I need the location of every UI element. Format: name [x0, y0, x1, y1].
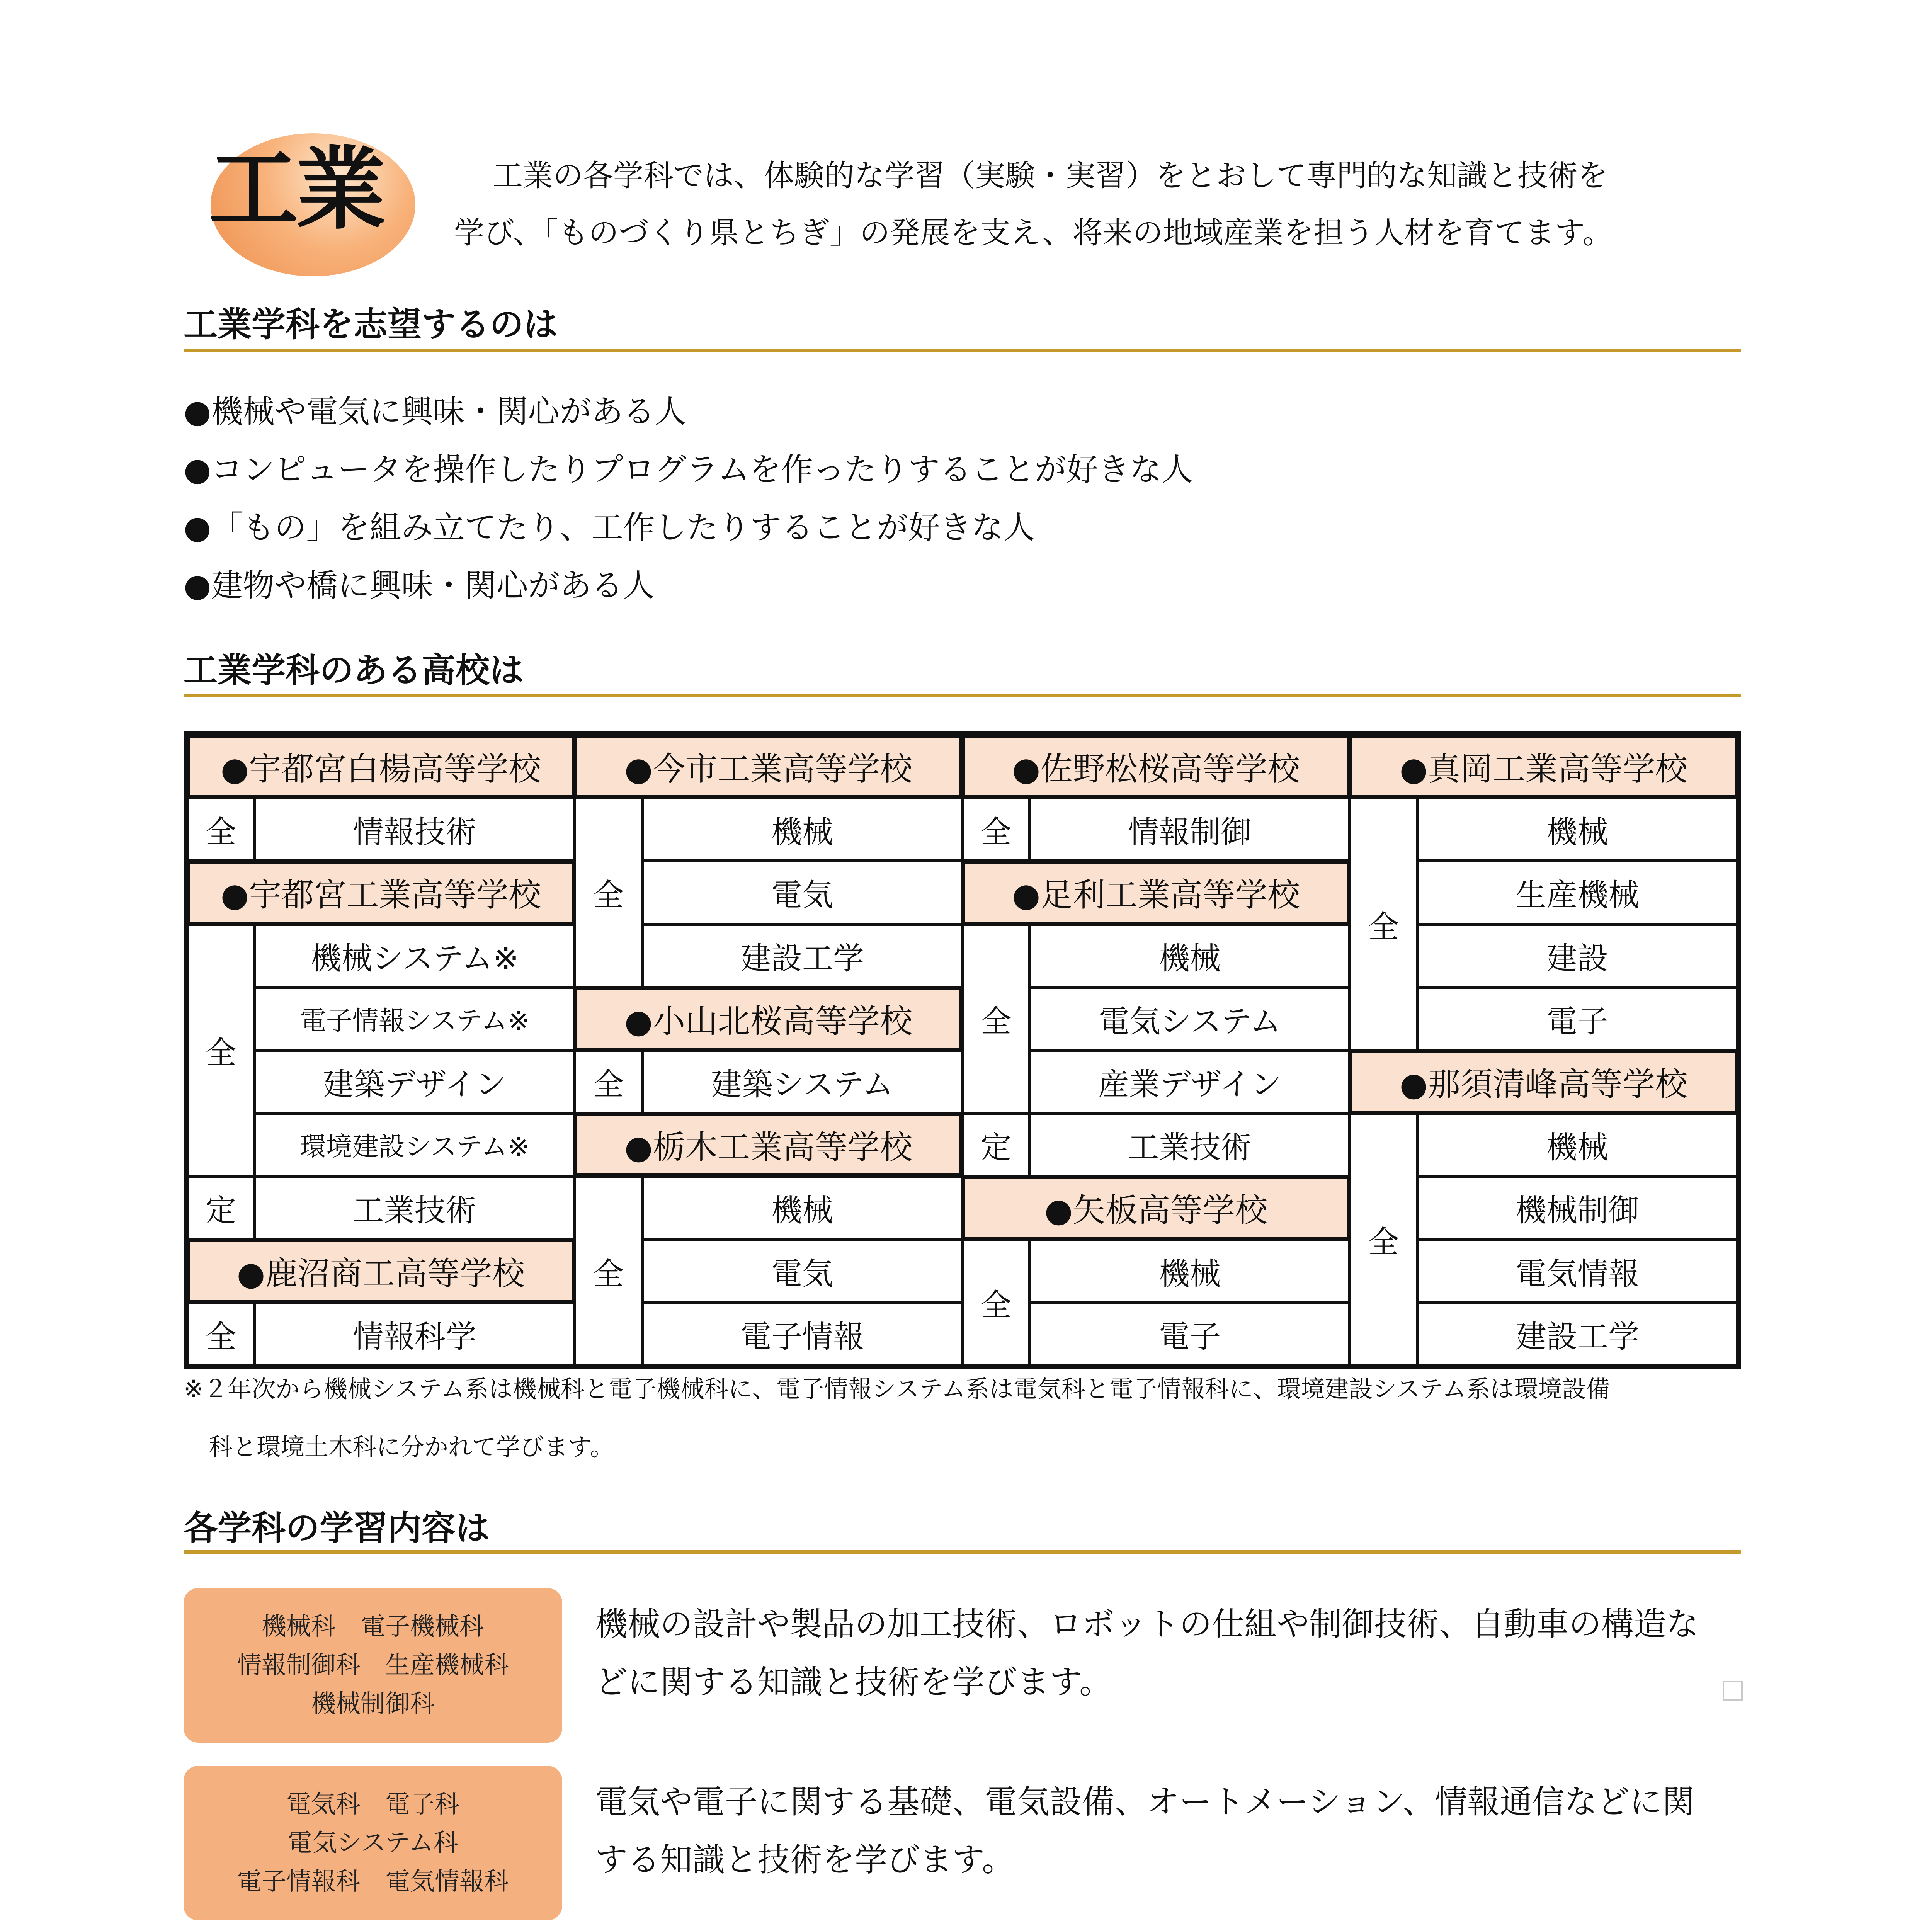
department-cell: 環境建設システム※	[255, 1113, 575, 1176]
department-cell: 電子	[1417, 987, 1737, 1050]
course-type-mark: 全	[575, 1050, 642, 1113]
aspire-item: ●建物や橋に興味・関心がある人	[184, 567, 655, 604]
department-cell: 機械	[1030, 924, 1350, 987]
course-type-mark: 全	[575, 1176, 642, 1366]
aspire-rule	[184, 349, 1741, 352]
department-cell: 建設工学	[642, 924, 962, 987]
department-cell: 建築デザイン	[255, 1050, 575, 1113]
school-name: ●宇都宮白楊高等学校	[187, 735, 575, 798]
school-name: ●宇都宮工業高等学校	[187, 861, 575, 924]
school-name: ●真岡工業高等学校	[1350, 735, 1737, 798]
aspire-title: 工業学科を志望するのは	[184, 304, 558, 344]
course-type-mark: 全	[1350, 1113, 1417, 1366]
intro-line-2: 学び、「ものづくり県とちぎ」の発展を支え、将来の地域産業を担う人材を育てます。	[454, 216, 1613, 250]
department-cell: 電気情報	[1417, 1240, 1737, 1303]
department-cell: 産業デザイン	[1030, 1050, 1350, 1113]
intro-line-1: 工業の各学科では、体験的な学習（実験・実習）をとおして専門的な知識と技術を	[493, 158, 1608, 193]
table-footnote-2: 科と環境土木科に分かれて学びます。	[209, 1433, 614, 1461]
schools-rule	[184, 694, 1741, 697]
department-cell: 情報科学	[255, 1303, 575, 1366]
department-name-box	[184, 1766, 562, 1920]
aspire-item: ●「もの」を組み立てたり、工作したりすることが好きな人	[184, 509, 1035, 546]
department-description-line: どに関する知識と技術を学びます。	[595, 1663, 1112, 1701]
school-name: ●足利工業高等学校	[962, 861, 1350, 924]
department-name-box	[184, 1588, 562, 1743]
department-name-line: 機械制御科	[311, 1690, 435, 1718]
department-cell: 機械	[1030, 1240, 1350, 1303]
departments-title: 各学科の学習内容は	[184, 1508, 490, 1548]
department-cell: 電子	[1030, 1303, 1350, 1366]
department-cell: 情報技術	[255, 798, 575, 861]
department-cell: 工業技術	[1030, 1113, 1350, 1176]
department-cell: 電気	[642, 861, 962, 924]
course-type-mark: 全	[1350, 798, 1417, 1050]
department-cell: 機械	[1417, 1113, 1737, 1176]
department-name-line: 電気システム科	[287, 1829, 458, 1857]
course-type-mark: 全	[187, 1303, 255, 1366]
school-name: ●那須清峰高等学校	[1350, 1050, 1737, 1113]
department-name-line: 情報制御科 生産機械科	[237, 1651, 509, 1680]
department-name-line: 電子情報科 電気情報科	[237, 1867, 509, 1896]
department-cell: 建設	[1417, 924, 1737, 987]
course-type-mark: 全	[962, 924, 1030, 1114]
schools-table	[184, 731, 1741, 1369]
school-name: ●矢板高等学校	[962, 1176, 1350, 1239]
department-name-line: 機械科 電子機械科	[262, 1612, 484, 1641]
school-name: ●佐野松桜高等学校	[962, 735, 1350, 798]
course-type-mark: 定	[962, 1113, 1030, 1176]
course-type-mark: 全	[187, 924, 255, 1177]
department-cell: 電子情報システム※	[255, 987, 575, 1050]
department-description-line: 機械の設計や製品の加工技術、ロボットの仕組や制御技術、自動車の構造な	[595, 1605, 1699, 1643]
aspire-item: ●機械や電気に興味・関心がある人	[184, 393, 687, 430]
department-description-line: 電気や電子に関する基礎、電気設備、オートメーション、情報通信などに関	[595, 1783, 1695, 1821]
department-cell: 電気	[642, 1240, 962, 1303]
department-cell: 機械システム※	[255, 924, 575, 987]
schools-title: 工業学科のある高校は	[184, 650, 524, 690]
department-cell: 建築システム	[642, 1050, 962, 1113]
school-name: ●栃木工業高等学校	[575, 1113, 962, 1176]
department-cell: 電子情報	[642, 1303, 962, 1366]
department-cell: 電気システム	[1030, 987, 1350, 1050]
department-cell: 機械	[1417, 798, 1737, 861]
table-footnote-1: ※２年次から機械システム系は機械科と電子機械科に、電子情報システム系は電気科と電子情報科に、環境建設システム系は環境設備	[184, 1375, 1610, 1403]
school-name: ●鹿沼商工高等学校	[187, 1240, 575, 1303]
school-name: ●小山北桜高等学校	[575, 987, 962, 1050]
department-cell: 建設工学	[1417, 1303, 1737, 1366]
department-cell: 機械	[642, 1176, 962, 1239]
department-cell: 情報制御	[1030, 798, 1350, 861]
course-type-mark: 全	[187, 798, 255, 861]
aspire-item: ●コンピュータを操作したりプログラムを作ったりすることが好きな人	[184, 451, 1193, 488]
checkbox-square	[1723, 1681, 1743, 1701]
department-cell: 生産機械	[1417, 861, 1737, 924]
department-cell: 機械制御	[1417, 1176, 1737, 1239]
section-logo-title: 工業	[209, 137, 384, 242]
course-type-mark: 定	[187, 1176, 255, 1239]
course-type-mark: 全	[575, 798, 642, 987]
school-name: ●今市工業高等学校	[575, 735, 962, 798]
department-description-line: する知識と技術を学びます。	[595, 1841, 1015, 1879]
department-cell: 機械	[642, 798, 962, 861]
department-cell: 工業技術	[255, 1176, 575, 1239]
course-type-mark: 全	[962, 1240, 1030, 1366]
departments-rule	[184, 1550, 1741, 1554]
course-type-mark: 全	[962, 798, 1030, 861]
department-name-line: 電気科 電子科	[286, 1790, 459, 1819]
